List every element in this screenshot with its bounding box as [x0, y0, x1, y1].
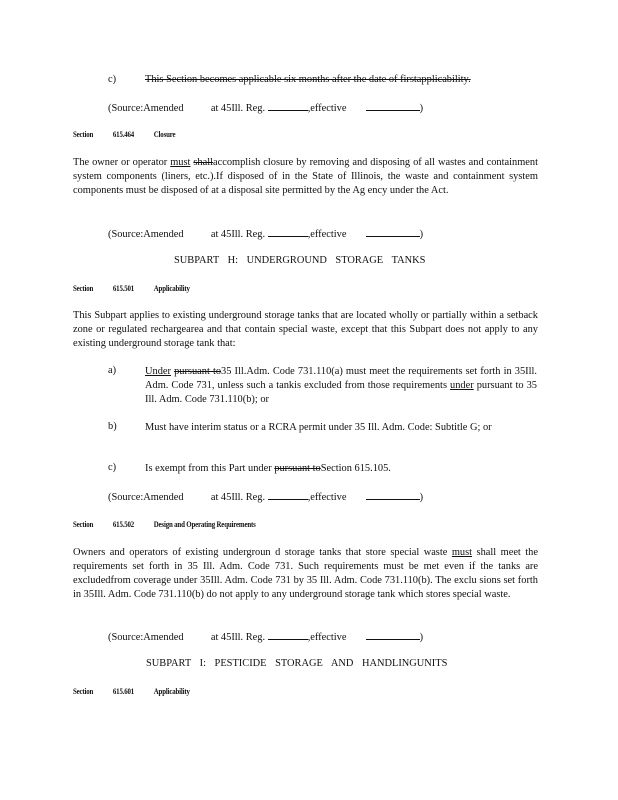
inserted-word: Under [145, 366, 171, 377]
item-label: c) [108, 462, 117, 473]
source-effective: ,effective [307, 229, 347, 240]
source-prefix: (Source:Amended [108, 229, 184, 240]
source-effective: ,effective [307, 103, 347, 114]
source-at: at 45Ill. Reg. [210, 632, 266, 643]
source-note [108, 227, 423, 242]
section-number: 615.464 [112, 130, 135, 139]
section-label: Section [73, 130, 94, 139]
item-body: Is exempt from this Part under [145, 463, 275, 474]
section-title: Applicability [153, 284, 190, 293]
section-title: Design and Operating Requirements [153, 520, 256, 529]
section-number: 615.502 [112, 520, 135, 529]
item-label: b) [108, 421, 117, 432]
source-note [108, 490, 423, 505]
design-paragraph [73, 546, 538, 602]
item-text: Must have interim status or a RCRA permit under 35 Ill. Adm. Code: Subtitle G; or [145, 422, 492, 433]
source-at: at 45Ill. Reg. [210, 492, 266, 503]
para-text: Owners and operators of existing undergroun d storage tanks that store special waste [73, 547, 452, 558]
section-heading [73, 130, 175, 139]
item-text [145, 365, 537, 407]
struck-item-text: This Section becomes applicable six months after the date of firstapplicability. [145, 74, 471, 85]
item-body: Section 615.105. [320, 463, 391, 474]
section-heading [73, 284, 190, 293]
section-number: 615.501 [112, 284, 135, 293]
section-number: 615.601 [112, 687, 135, 696]
blank-line [268, 630, 308, 640]
inserted-word: under [450, 380, 474, 391]
deleted-word: pursuant to [174, 366, 222, 377]
section-title: Closure [153, 130, 176, 139]
para-text: accomplish closure by removing and disposing of all wastes and containment system components (liners, etc.).If disposed of in the State of Illinois, the waste and containment system components must be disposed of at a disposal site permitted by the Ag ency under the Act. [73, 157, 538, 196]
section-label: Section [73, 520, 94, 529]
source-effective: ,effective [307, 632, 347, 643]
inserted-word: must [451, 547, 473, 558]
source-at: at 45Ill. Reg. [210, 229, 266, 240]
section-label: Section [73, 687, 94, 696]
blank-line [366, 490, 420, 500]
inserted-word: must [170, 157, 191, 168]
section-heading [73, 687, 190, 696]
deleted-word: shall [193, 157, 213, 168]
blank-line [366, 101, 420, 111]
blank-line [366, 227, 420, 237]
struck-item-label: c) [108, 74, 117, 85]
blank-line [268, 227, 308, 237]
source-prefix: (Source:Amended [108, 103, 184, 114]
item-label: a) [108, 365, 117, 376]
para-text: The owner or operator [73, 157, 171, 168]
blank-line [268, 101, 308, 111]
source-suffix: ) [419, 492, 424, 503]
source-effective: ,effective [307, 492, 347, 503]
source-suffix: ) [419, 229, 424, 240]
item-text [145, 462, 537, 476]
item-body: pursuant to 35 Ill. Adm. Code 731.110(b); or [145, 380, 537, 405]
applicability-paragraph: This Subpart applies to existing underground storage tanks that are located wholly or partially within a setback zone or regulated rechargearea and that contain special waste, except that this Subpart does not apply to any existing underground storage tank that: [73, 310, 538, 349]
closure-paragraph [73, 156, 538, 198]
blank-line [366, 630, 420, 640]
source-note [108, 630, 423, 645]
blank-line [268, 490, 308, 500]
section-title: Applicability [153, 687, 190, 696]
source-at: at 45Ill. Reg. [210, 103, 266, 114]
source-suffix: ) [419, 103, 424, 114]
source-prefix: (Source:Amended [108, 492, 184, 503]
source-note [108, 101, 423, 116]
deleted-word: pursuant to [274, 463, 321, 474]
source-suffix: ) [419, 632, 424, 643]
section-heading [73, 520, 256, 529]
para-text: shall meet the requirements set forth in 35 Ill. Adm. Code 731. Such requirements must be met even if the tanks are excludedfrom coverage under 35Ill. Adm. Code 731 by 35 Ill. Adm. Code 731.110(b). The exclu sions set forth in 35Ill. Adm. Code 731.110(b) do not apply to any underground storage tank which stores special waste. [73, 547, 538, 600]
item-body: 35 Ill.Adm. Code 731.110(a) must meet the requirements set forth in 35Ill. Adm. Code 731, unless such a tankis excluded from those requirements [145, 366, 537, 391]
source-prefix: (Source:Amended [108, 632, 184, 643]
section-label: Section [73, 284, 94, 293]
subpart-heading: SUBPART H: UNDERGROUND STORAGE TANKS [174, 255, 426, 266]
subpart-heading: SUBPART I: PESTICIDE STORAGE AND HANDLINGUNITS [146, 658, 448, 669]
